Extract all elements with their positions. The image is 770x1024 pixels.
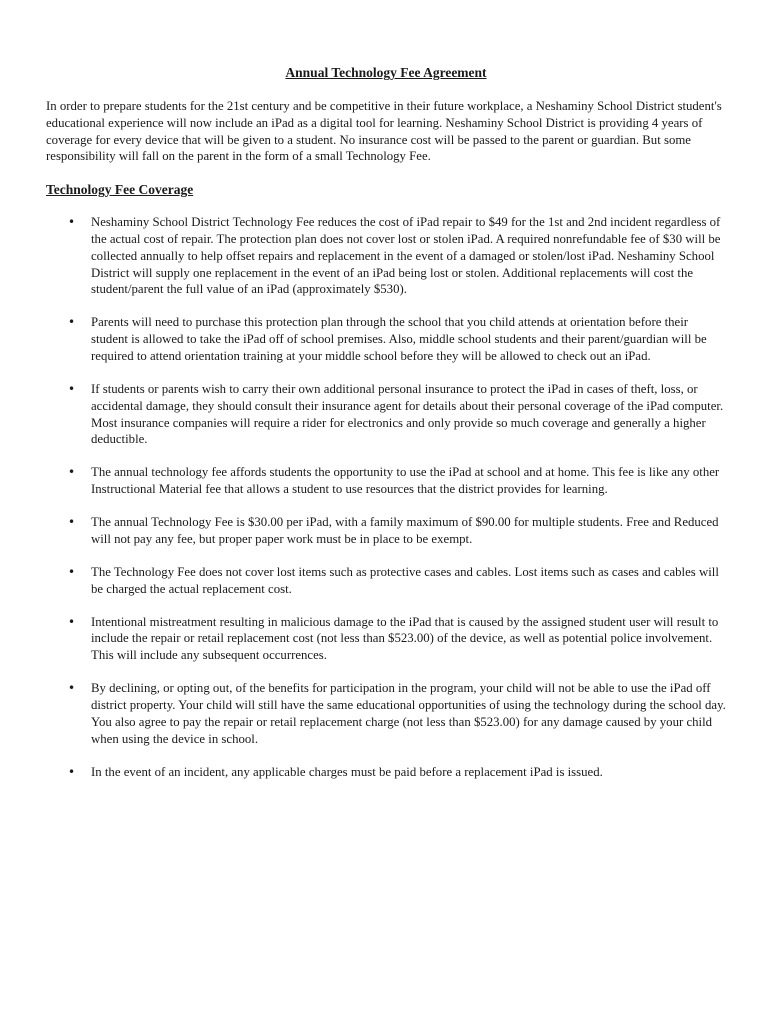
list-item — [46, 564, 726, 598]
list-item-text: The annual technology fee affords students the opportunity to use the iPad at school and at home. This fee is like any other Instructional Material fee that allows a student to use resources that the district provides for learning. — [91, 465, 720, 497]
intro-paragraph: In order to prepare students for the 21st century and be competitive in their future workplace, a Neshaminy School District student's educational experience will now include an iPad as a digital tool for learning. Neshaminy School District is providing 4 years of coverage for every device that will be given to a student. No insurance cost will be passed to the parent or guardian. But some responsibility will fall on the parent in the form of a small Technology Fee. — [46, 99, 722, 164]
bullet-icon: • — [68, 315, 76, 330]
section-heading: Technology Fee Coverage — [46, 182, 194, 198]
list-item — [46, 314, 726, 364]
list-item — [46, 764, 726, 781]
coverage-list — [46, 214, 726, 780]
list-item — [46, 381, 726, 448]
list-item-text: The Technology Fee does not cover lost items such as protective cases and cables. Lost items such as cases and cables will be charged the actual replacement cost. — [91, 564, 719, 596]
list-item-text: Neshaminy School District Technology Fee reduces the cost of iPad repair to $49 for the 1st and 2nd incident regardless of the actual cost of repair. The protection plan does not cover lost or stolen iPad. A required nonrefundable fee of $30 will be collected annually to help offset repairs and replacement in the event of a damaged or stolen/lost iPad. Neshaminy School District will supply one replacement in the event of an iPad being lost or stolen. Additional replacements will cost the student/parent the full value of an iPad (approximately $530). — [91, 215, 721, 297]
document-page — [46, 64, 726, 797]
list-item — [46, 514, 726, 548]
bullet-icon: • — [68, 515, 76, 530]
list-item-text: Intentional mistreatment resulting in malicious damage to the iPad that is caused by the assigned student user will result to include the repair or retail replacement cost (not less than $523.00) of the device, as well as potential police involvement. This will include any subsequent occurrences. — [91, 614, 719, 663]
list-item — [46, 214, 726, 298]
bullet-icon: • — [68, 215, 76, 230]
bullet-icon: • — [68, 381, 76, 396]
list-item-text: The annual Technology Fee is $30.00 per iPad, with a family maximum of $90.00 for multiple students. Free and Reduced will not pay any fee, but proper paper work must be in place to be exempt. — [91, 515, 719, 546]
list-item — [46, 614, 726, 664]
list-item — [46, 464, 726, 498]
list-item-text: Parents will need to purchase this protection plan through the school that you child attends at orientation before their student is allowed to take the iPad off of school premises. Also, middle school students and their parent/guardian will be required to attend orientation training at your middle school before they will be allowed to check out an iPad. — [91, 315, 707, 363]
bullet-icon: • — [68, 681, 76, 696]
list-item-text: If students or parents wish to carry their own additional personal insurance to protect the iPad in cases of theft, loss, or accidental damage, they should consult their insurance agent for details about their personal coverage of the iPad computer. Most insurance companies will require a rider for electronics and only provide so much coverage and generally a higher deductible. — [91, 381, 724, 447]
bullet-icon: • — [68, 614, 76, 629]
list-item — [46, 680, 726, 747]
bullet-icon: • — [68, 465, 76, 480]
bullet-icon: • — [68, 564, 76, 579]
bullet-icon: • — [68, 764, 76, 779]
list-item-text: By declining, or opting out, of the benefits for participation in the program, your child will not be able to use the iPad off district property. Your child will still have the same educational opportunities of using the technology during the school day. You also agree to pay the repair or retail replacement charge (not less than $523.00) for any damage caused by your child when using the device in school. — [91, 681, 726, 746]
list-item-text: In the event of an incident, any applicable charges must be paid before a replacement iPad is issued. — [91, 764, 603, 779]
document-title: Annual Technology Fee Agreement — [285, 65, 487, 80]
